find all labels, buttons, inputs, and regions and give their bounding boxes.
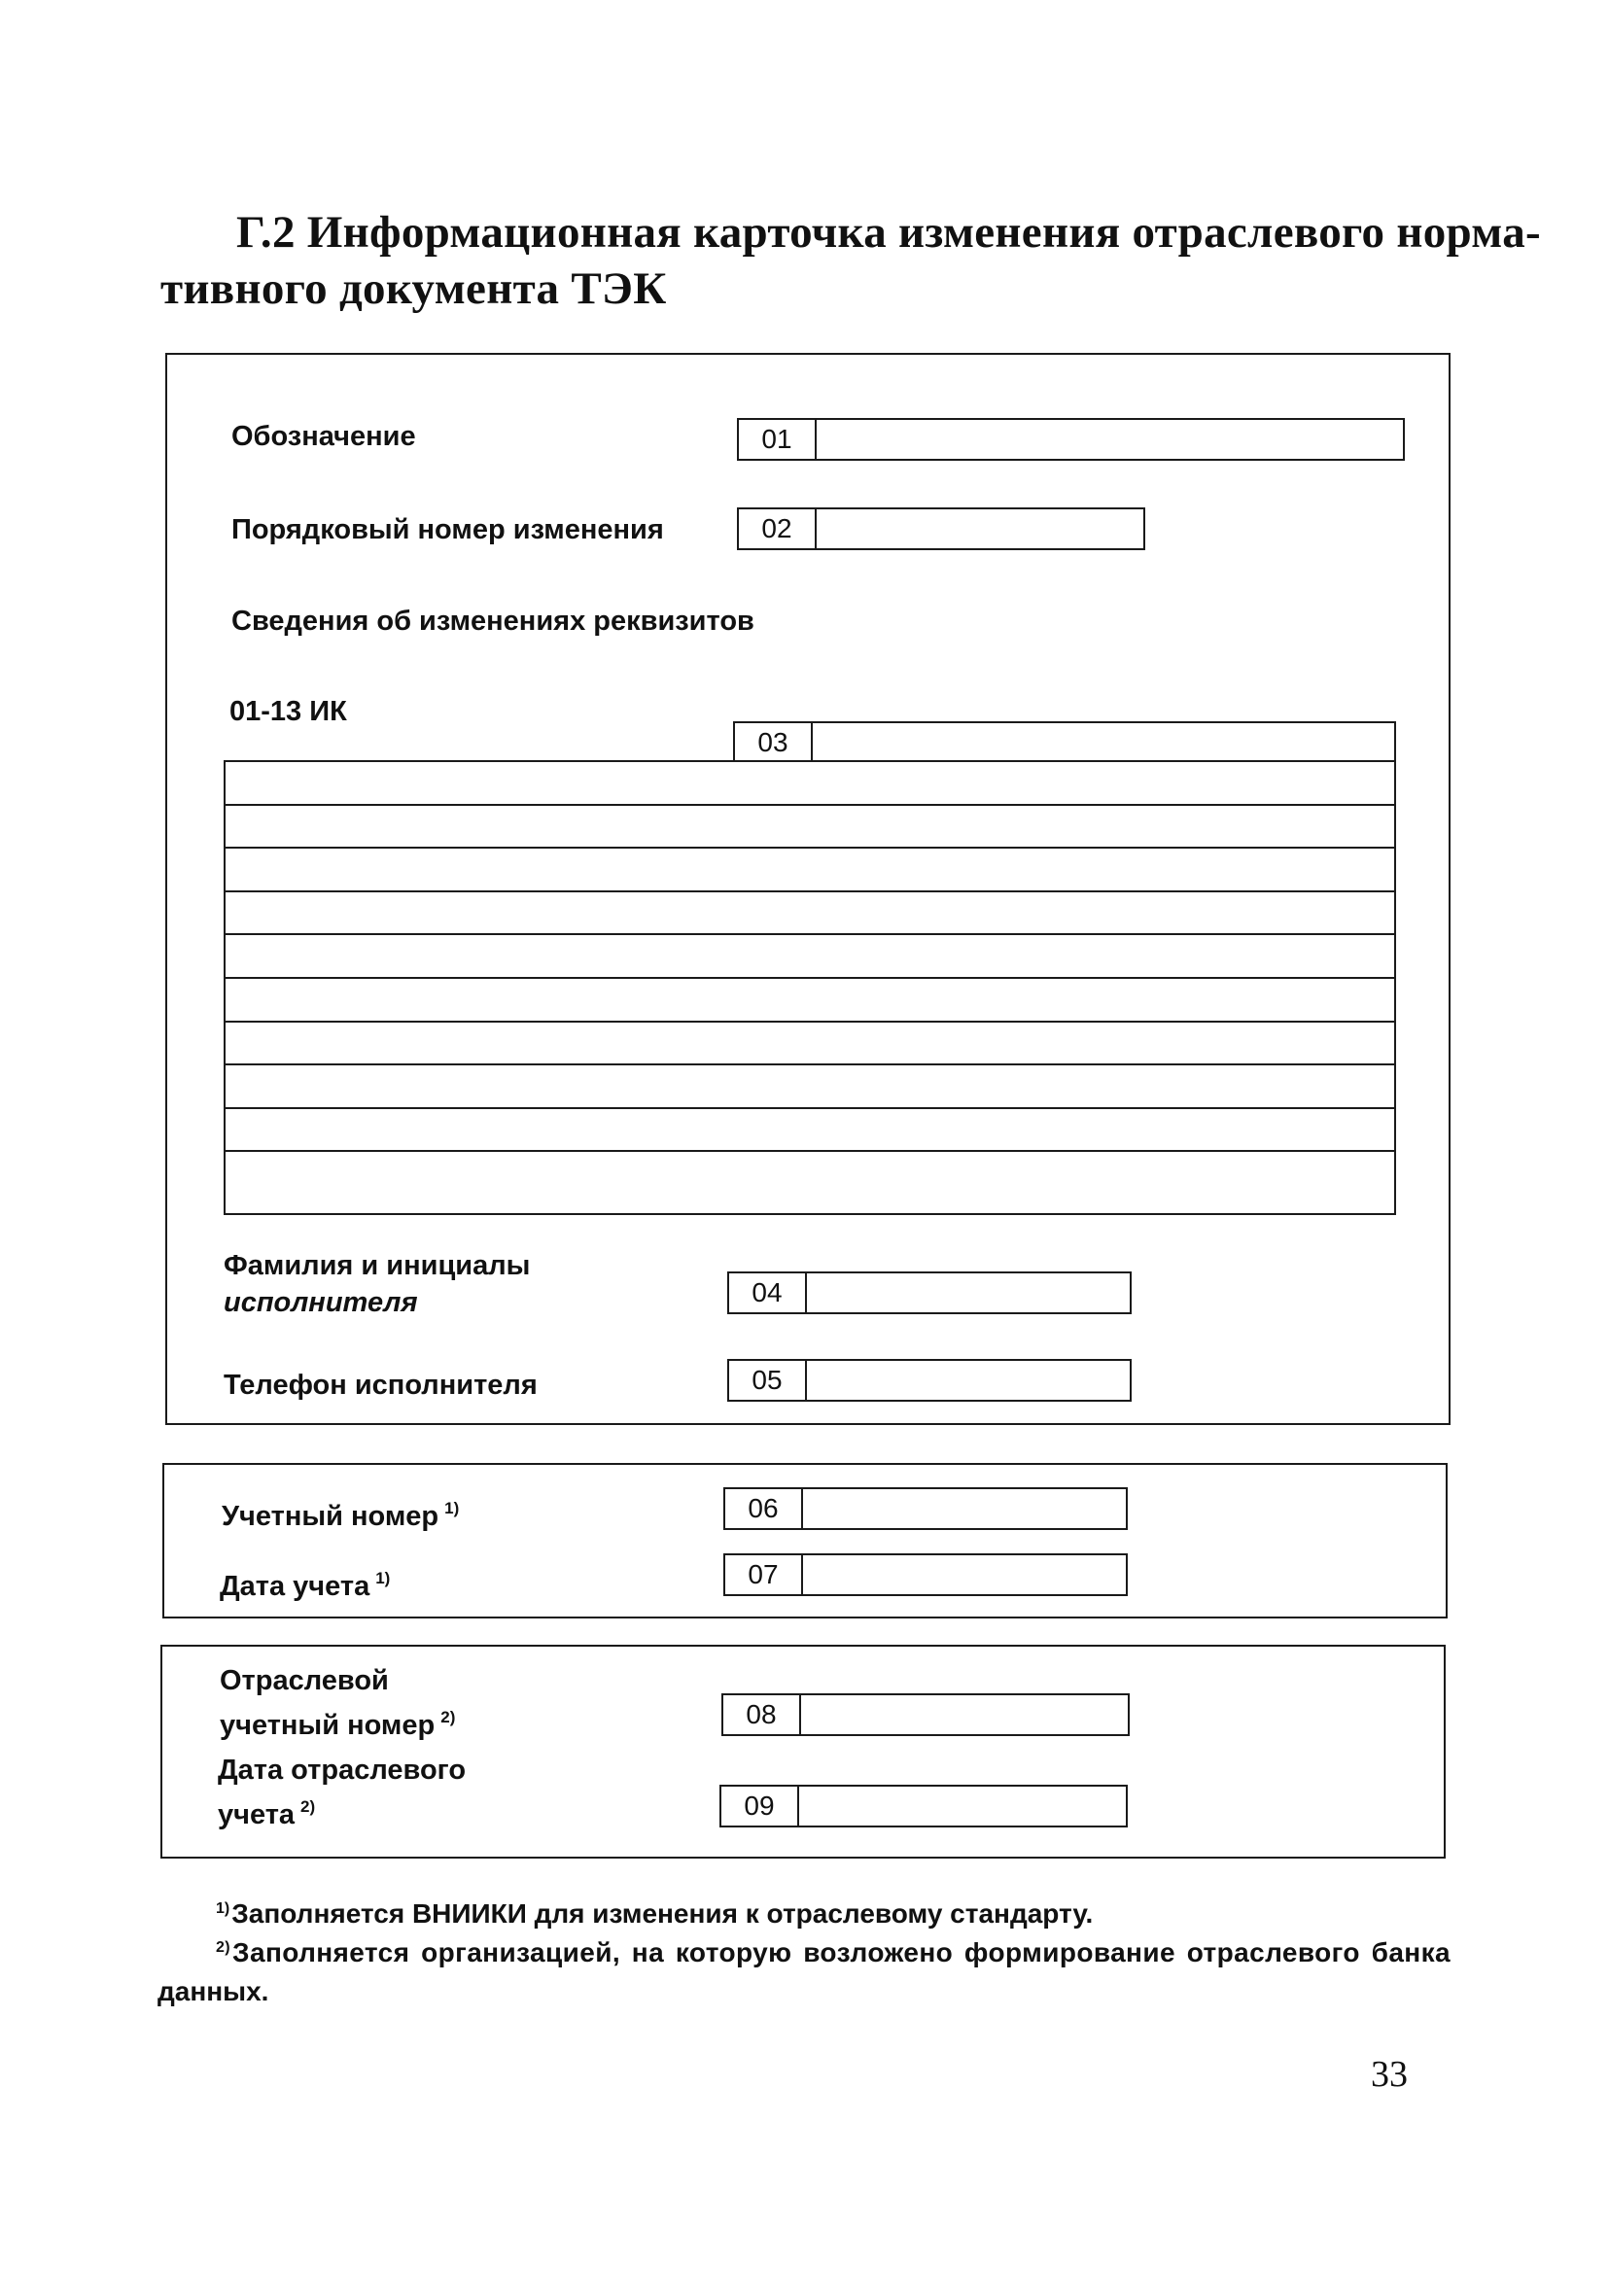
reg-date-label-text: Дата учета bbox=[220, 1571, 370, 1602]
industry-number-note: 2) bbox=[440, 1708, 456, 1726]
details-grid bbox=[224, 760, 1396, 1215]
executor-phone-code: 05 bbox=[729, 1361, 807, 1400]
details-row[interactable] bbox=[226, 1109, 1394, 1153]
change-number-label: Порядковый номер изменения bbox=[231, 514, 664, 545]
reg-number-code: 06 bbox=[725, 1489, 803, 1528]
reg-date-code: 07 bbox=[725, 1555, 803, 1594]
executor-name-code: 04 bbox=[729, 1273, 807, 1312]
industry-date-label bbox=[218, 1752, 466, 1833]
change-number-field[interactable] bbox=[737, 507, 1145, 550]
executor-phone-field[interactable] bbox=[727, 1359, 1132, 1402]
footnote-2 bbox=[157, 1929, 1451, 2011]
industry-number-code: 08 bbox=[723, 1695, 801, 1734]
designation-field[interactable] bbox=[737, 418, 1405, 461]
designation-code: 01 bbox=[739, 420, 817, 459]
industry-date-note: 2) bbox=[300, 1797, 316, 1816]
title-line-2: тивного документа ТЭК bbox=[160, 263, 667, 314]
details-header-field[interactable] bbox=[733, 721, 1396, 762]
industry-date-label-line2: учета bbox=[218, 1799, 296, 1830]
details-row[interactable] bbox=[226, 1152, 1394, 1196]
reg-number-field[interactable] bbox=[723, 1487, 1128, 1530]
reg-number-label bbox=[222, 1490, 459, 1535]
details-row[interactable] bbox=[226, 1023, 1394, 1066]
industry-number-field[interactable] bbox=[721, 1693, 1130, 1736]
executor-name-field[interactable] bbox=[727, 1271, 1132, 1314]
reg-number-note: 1) bbox=[444, 1499, 460, 1517]
details-row[interactable] bbox=[226, 892, 1394, 936]
page-title bbox=[160, 204, 1542, 317]
industry-date-field[interactable] bbox=[719, 1785, 1128, 1827]
reg-date-note: 1) bbox=[375, 1569, 391, 1587]
footnote-2-mark: 2) bbox=[216, 1939, 231, 1956]
change-number-code: 02 bbox=[739, 509, 817, 548]
reg-date-field[interactable] bbox=[723, 1553, 1128, 1596]
executor-name-label-line1: Фамилия и инициалы bbox=[224, 1250, 531, 1281]
executor-phone-label: Телефон исполнителя bbox=[224, 1370, 538, 1401]
details-heading: Сведения об изменениях реквизитов bbox=[231, 606, 754, 637]
footnote-1 bbox=[216, 1890, 1093, 1933]
reg-date-label bbox=[220, 1560, 390, 1605]
details-row[interactable] bbox=[226, 806, 1394, 850]
details-row[interactable] bbox=[226, 1065, 1394, 1109]
details-code: 03 bbox=[735, 723, 813, 762]
footnote-1-mark: 1) bbox=[216, 1900, 230, 1917]
details-row[interactable] bbox=[226, 935, 1394, 979]
industry-date-code: 09 bbox=[721, 1787, 799, 1826]
title-line-1: Г.2 Информационная карточка изменения отраслевого норма- bbox=[236, 207, 1542, 258]
footnote-1-text: Заполняется ВНИИКИ для изменения к отраслевому стандарту. bbox=[231, 1898, 1094, 1929]
footnote-2-text-line2: данных. bbox=[157, 1976, 269, 2006]
designation-label: Обозначение bbox=[231, 421, 416, 452]
footnote-2-text-line1: Заполняется организацией, на которую возложено формирование отраслевого банка bbox=[232, 1937, 1451, 1967]
details-row[interactable] bbox=[226, 849, 1394, 892]
industry-number-label-line2: учетный номер bbox=[220, 1710, 436, 1741]
page-number: 33 bbox=[1371, 2054, 1408, 2095]
executor-name-label bbox=[224, 1247, 530, 1321]
executor-name-label-line2: исполнителя bbox=[224, 1287, 418, 1318]
details-row[interactable] bbox=[226, 979, 1394, 1023]
details-row[interactable] bbox=[226, 762, 1394, 806]
industry-number-label bbox=[220, 1662, 455, 1744]
reg-number-label-text: Учетный номер bbox=[222, 1501, 439, 1532]
ik-label: 01-13 ИК bbox=[229, 696, 347, 727]
industry-date-label-line1: Дата отраслевого bbox=[218, 1755, 467, 1786]
industry-number-label-line1: Отраслевой bbox=[220, 1665, 389, 1696]
